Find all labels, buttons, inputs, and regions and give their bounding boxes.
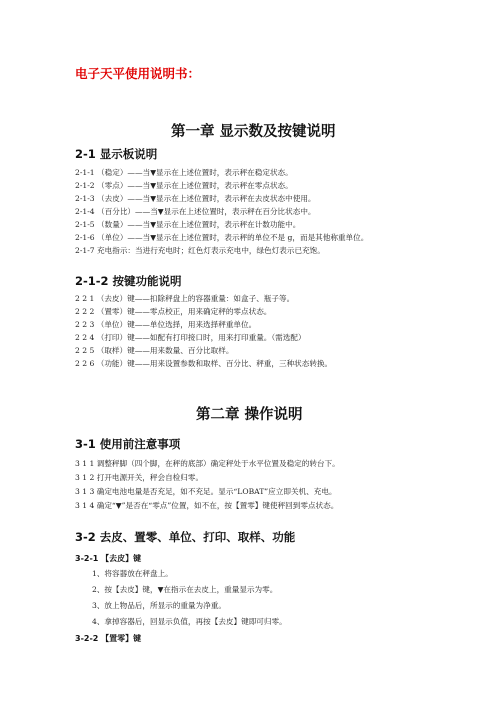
text-line: 3 1 4 确定“▼”是否在“零点”位置，如不在，按【置零】键使秤回到零点状态。 bbox=[75, 501, 339, 510]
text-line: 2 2 5 （取样）键——用来数量、百分比取样。 bbox=[75, 346, 234, 355]
section-3-1-title: 3-1 使用前注意事项 bbox=[75, 437, 181, 451]
text-line: 2-1-5 （数量）——当▼显示在上述位置时，表示秤在计数功能中。 bbox=[75, 220, 301, 229]
text-line: 2-1-2 （零点）——当▼显示在上述位置时，表示秤在零点状态。 bbox=[75, 181, 293, 190]
text-line: 2 2 2 （置零）键——零点校正，用来确定秤的零点状态。 bbox=[75, 307, 272, 316]
step-line: 1、将容器放在秤盘上。 bbox=[92, 569, 173, 578]
step-line: 2、按【去皮】键，▼在指示在去皮上，重量显示为零。 bbox=[92, 585, 278, 594]
step-line: 4、拿掉容器后，回显示负值，再按【去皮】键即可归零。 bbox=[92, 617, 287, 626]
text-line: 3 1 2 打开电源开关，秤会自检归零。 bbox=[75, 473, 204, 482]
text-line: 2-1-1 （稳定）——当▼显示在上述位置时，表示秤在稳定状态。 bbox=[75, 168, 293, 177]
text-line: 2 2 6 （功能）键——用来设置参数和取样、百分比、秤重，三种状态转换。 bbox=[75, 359, 333, 368]
text-line: 3 1 3 确定电池电量是否充足，如不充足。显示“LOBAT”应立即关机、充电。 bbox=[75, 487, 337, 496]
section-2-1-2-title: 2-1-2 按键功能说明 bbox=[75, 274, 182, 288]
subsection-3-2-1-title: 3-2-1 【去皮】键 bbox=[75, 554, 142, 563]
text-line: 2 2 1 （去皮）键——扣除秤盘上的容器重量：如盒子、瓶子等。 bbox=[75, 294, 295, 303]
section-3-2-title: 3-2 去皮、置零、单位、打印、取样、功能 bbox=[75, 530, 296, 544]
text-line: 3 1 1 调整秤脚（四个脚，在秤的底部）确定秤处于水平位置及稳定的转台下。 bbox=[75, 459, 340, 468]
text-line: 2 2 4 （打印）键——如配有打印接口时，用来打印重量。（需选配） bbox=[75, 333, 306, 342]
step-line: 3、放上物品后，所显示的重量为净重。 bbox=[92, 601, 226, 610]
section-2-1-title: 2-1 显示板说明 bbox=[75, 147, 158, 161]
chapter-2-title: 第二章 操作说明 bbox=[196, 407, 303, 423]
text-line: 2-1-7 充电指示：当进行充电时；红色灯表示充电中，绿色灯表示已充饱。 bbox=[75, 246, 325, 255]
text-line: 2-1-6 （单位）——当▼显示在上述位置时，表示秤的单位不是 g，而是其他称重单位。 bbox=[75, 233, 369, 242]
text-line: 2-1-4 （百分比）——当▼显示在上述位置时，表示秤在百分比状态中。 bbox=[75, 207, 316, 216]
document-title: 电子天平使用说明书： bbox=[75, 66, 201, 81]
text-line: 2 2 3 （单位）键——单位选择，用来选择秤重单位。 bbox=[75, 320, 257, 329]
subsection-3-2-2-title: 3-2-2 【置零】键 bbox=[75, 634, 142, 643]
text-line: 2-1-3 （去皮）——当▼显示在上述位置时，表示秤在去皮状态中使用。 bbox=[75, 194, 316, 203]
chapter-1-title: 第一章 显示数及按键说明 bbox=[171, 124, 336, 140]
